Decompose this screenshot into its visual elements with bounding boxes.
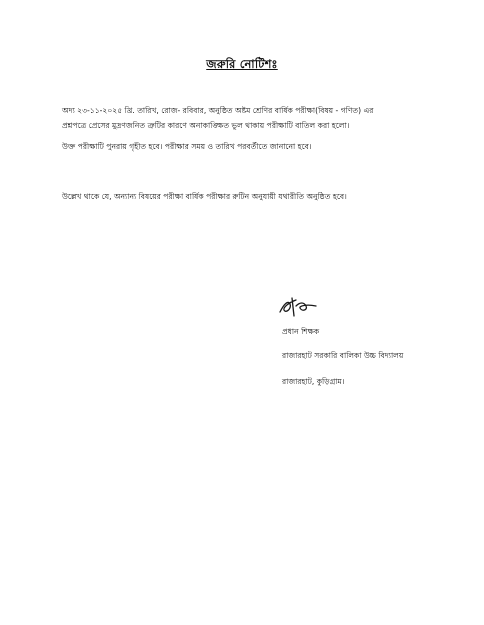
signatory-institution: রাজারহাট সরকারি বালিকা উচ্চ বিদ্যালয়	[282, 351, 404, 360]
notice-paragraph-cancellation	[62, 103, 442, 133]
signatory-address: রাজারহাট, কুড়িগ্রাম।	[282, 377, 345, 386]
notice-paragraph-retake	[62, 139, 442, 154]
paragraph-line: অদ্য ২৩-১১-২০২৫ খ্রি. তারিখ, রোজ- রবিবার, অনুষ্ঠিত অষ্টম শ্রেণির বার্ষিক পরীক্ষা(বিষয় - গণিত) এর	[62, 106, 374, 115]
notice-paragraph-other-subjects	[62, 189, 442, 204]
paragraph-line: উক্ত পরীক্ষাটি পুনরায় গৃহীত হবে। পরীক্ষার সময় ও তারিখ পরবর্তীতে জানানো হবে।	[62, 142, 312, 151]
notice-title: জরুরি নোটিশঃ	[206, 57, 278, 71]
handwritten-signature	[276, 294, 320, 318]
paragraph-line: প্রশ্নপত্রে প্রেসের মুদ্রণজনিত ত্রুটির কারণে অনাকাঙ্ক্ষিত ভুল থাকায় পরীক্ষাটি বাতিল করা হলো।	[62, 121, 350, 130]
paragraph-line: উল্লেখ থাকে যে, অন্যান্য বিষয়ের পরীক্ষা বার্ষিক পরীক্ষার রুটিন অনুযায়ী যথারীতি অনুষ্ঠিত হবে।	[62, 192, 347, 201]
signatory-designation: প্রধান শিক্ষক	[282, 327, 320, 336]
